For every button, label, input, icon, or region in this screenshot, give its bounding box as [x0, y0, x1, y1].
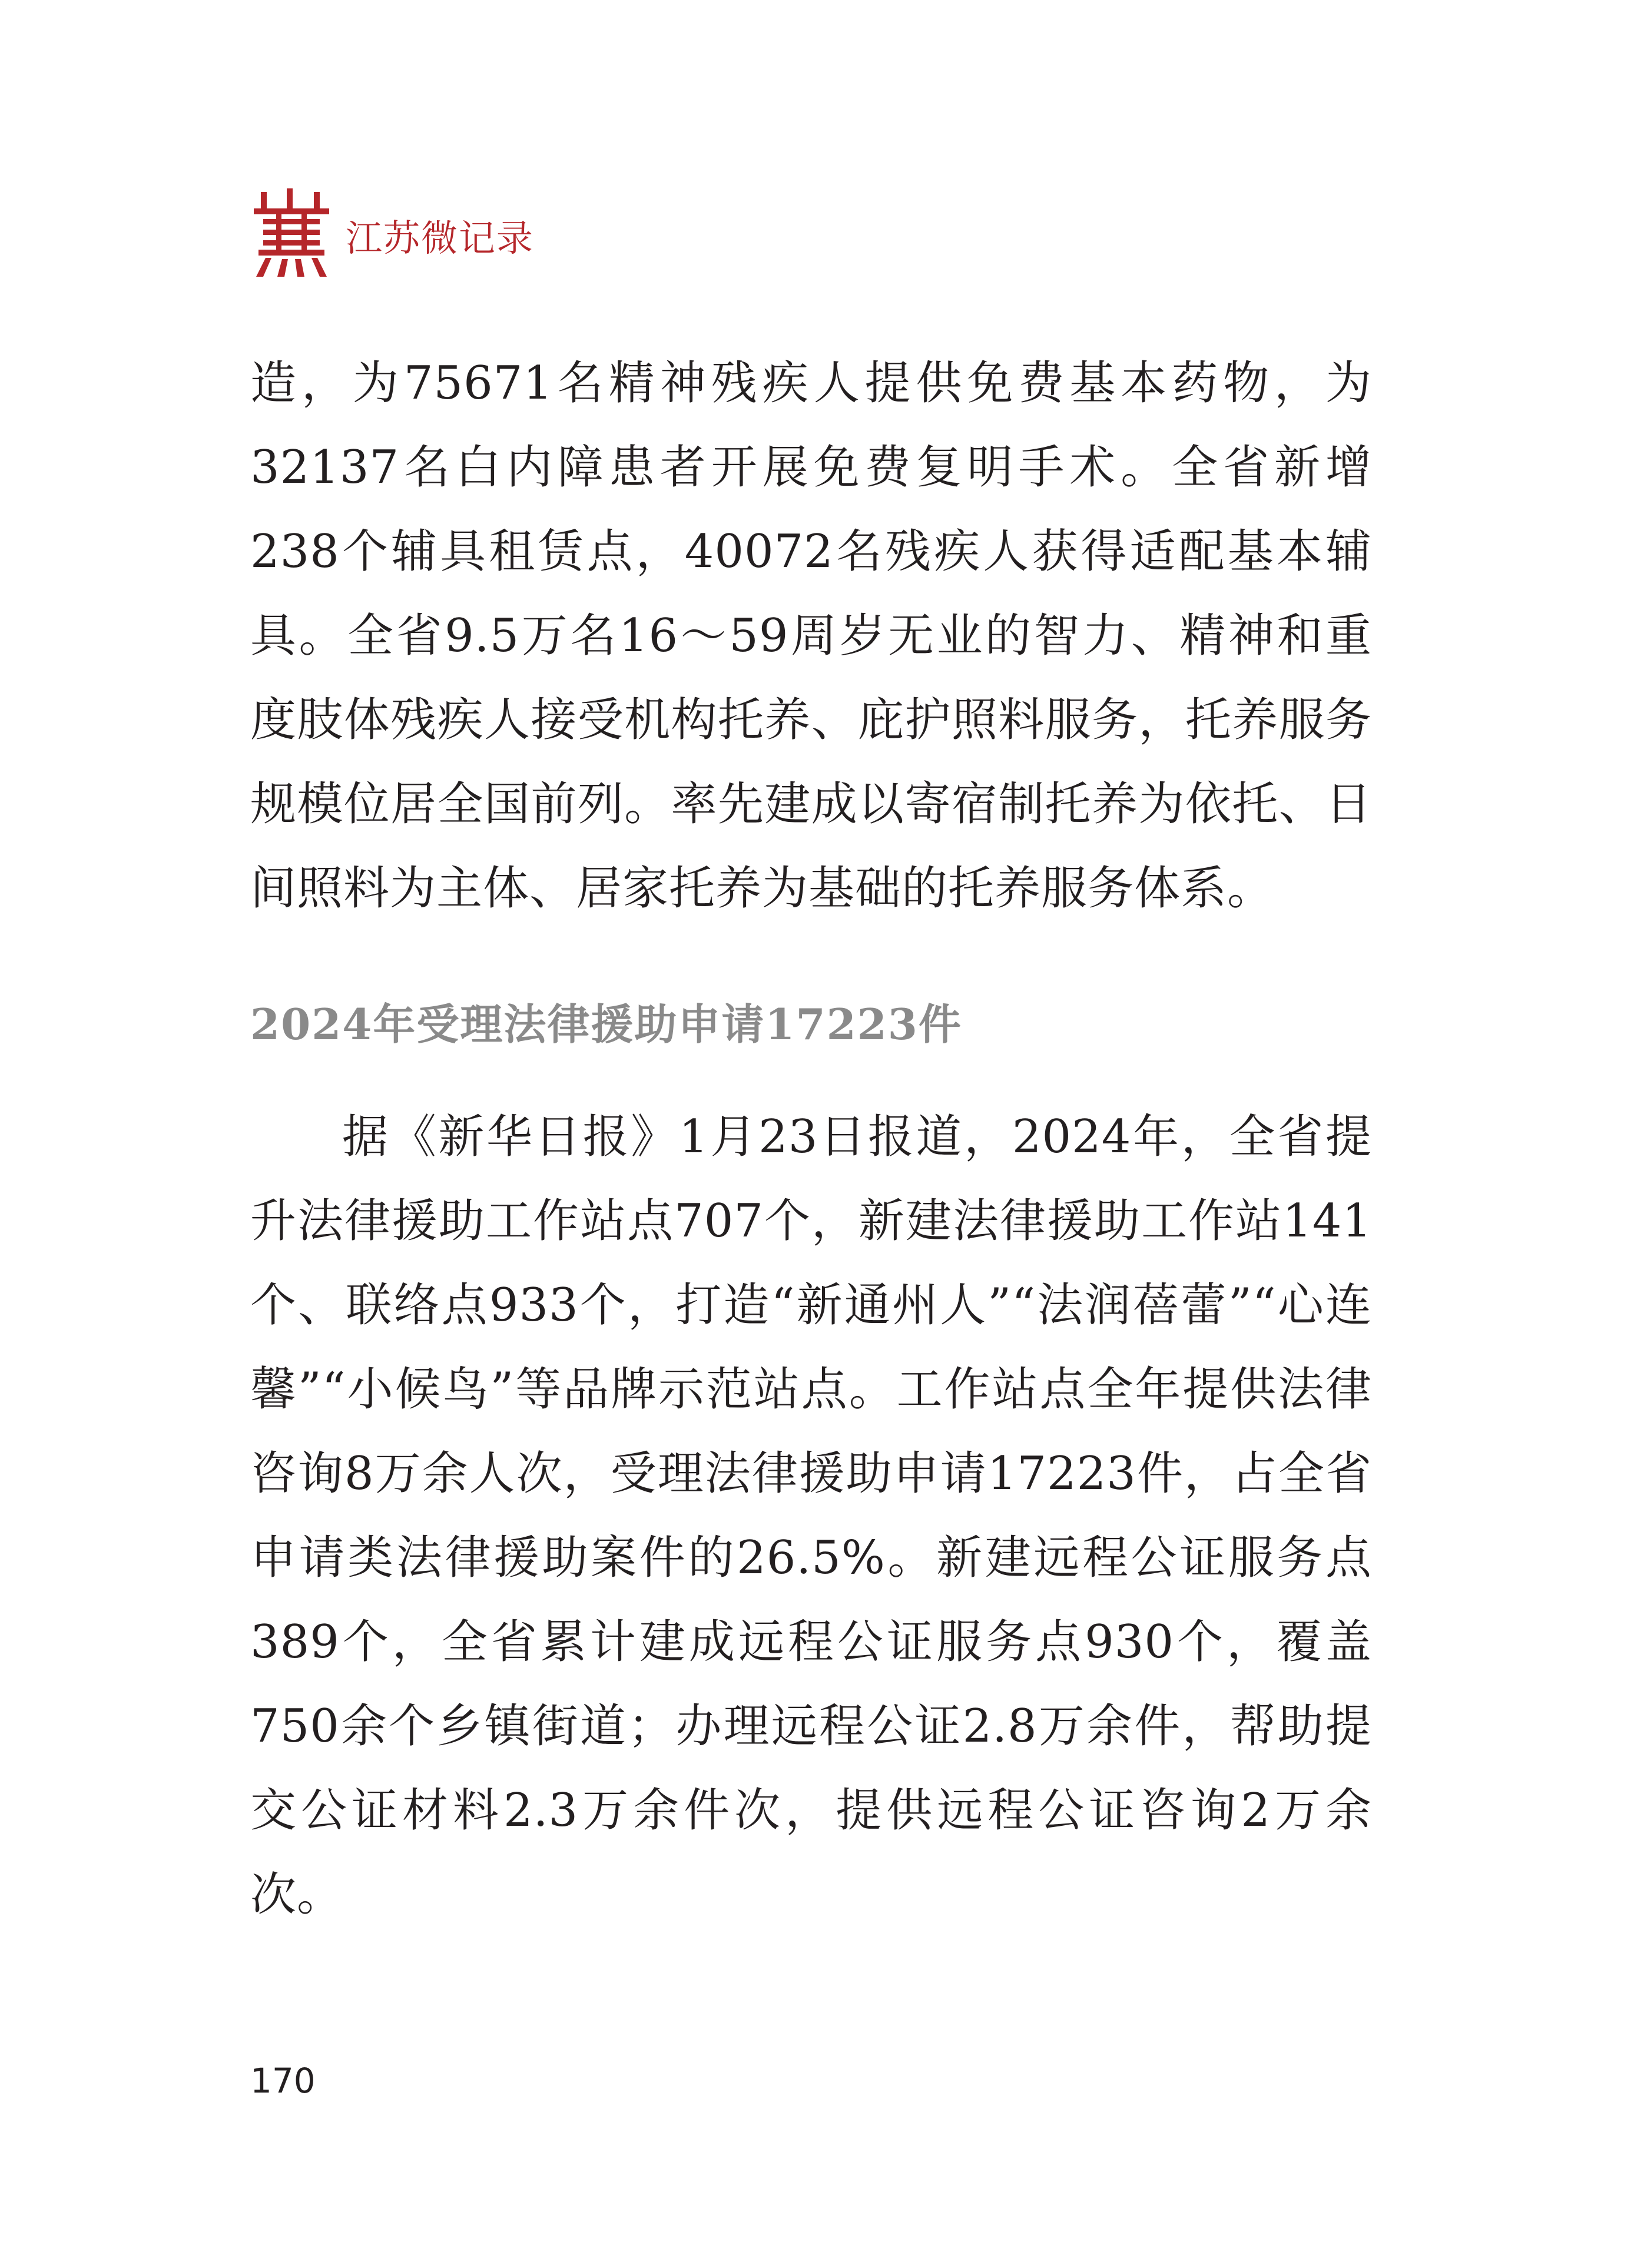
header-title: 江苏微记录: [346, 217, 535, 260]
page-header: [250, 188, 534, 283]
section-body-paragraph: 据《新华日报》1月23日报道，2024年，全省提升法律援助工作站点707个，新建法律援助工作站141个、联络点933个，打造“新通州人”“法润蓓蕾”“心连馨”“小候鸟”等品牌示范站点。工作站点全年提供法律咨询8万余人次，受理法律援助申请17223件，占全省申请类法律援助案件的26.5%。新建远程公证服务点389个，全省累计建成远程公证服务点930个，覆盖750余个乡镇街道；办理远程公证2.8万余件，帮助提交公证材料2.3万余件次，提供远程公证咨询2万余次。: [250, 1110, 1372, 1921]
section-heading: 2024年受理法律援助申请17223件: [250, 999, 962, 1049]
body-paragraph: 造，为75671名精神残疾人提供免费基本药物，为32137名白内障患者开展免费复明手术。全省新增238个辅具租赁点，40072名残疾人获得适配基本辅具。全省9.5万名16～59周岁无业的智力、精神和重度肢体残疾人接受机构托养、庇护照料服务，托养服务规模位居全国前列。率先建成以寄宿制托养为依托、日间照料为主体、居家托养为基础的托养服务体系。: [250, 357, 1372, 915]
jiangsu-seal-logo-icon: [250, 188, 333, 283]
page-number: 170: [250, 2061, 316, 2101]
